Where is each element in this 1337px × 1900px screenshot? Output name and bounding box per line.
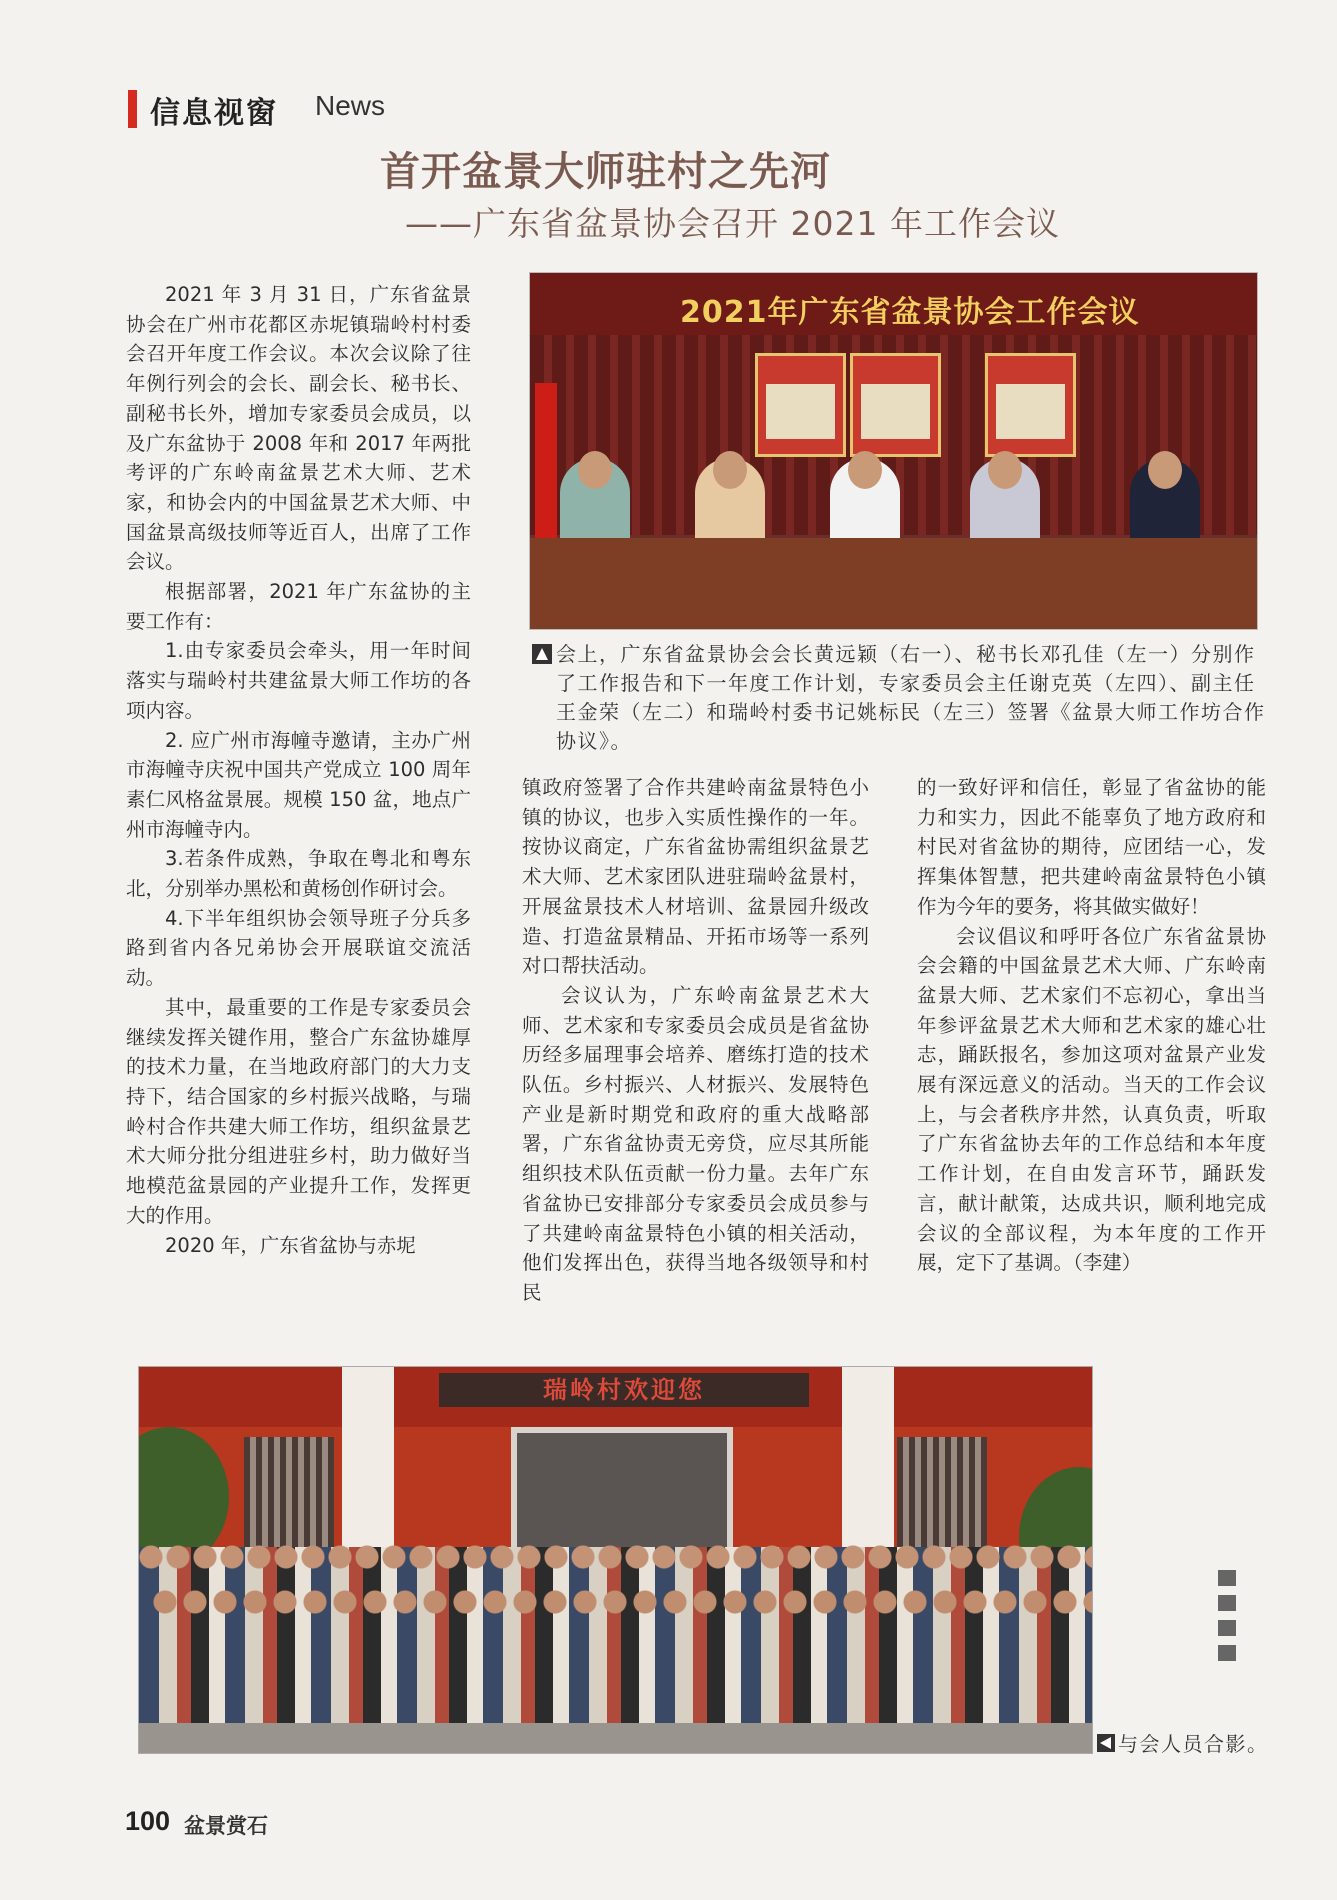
banner-text: 2021年广东省盆景协会工作会议 [680, 295, 1140, 330]
caption-triangle-icon [532, 644, 552, 664]
paragraph: 会议倡议和呼吁各位广东省盆景协会会籍的中国盆景艺术大师、广东岭南盆景大师、艺术家们不忘初心，拿出当年参评盆景艺术大师和艺术家的雄心壮志，踊跃报名，参加这项对盆景产业发展有深远意义的活动。当天的工作会议上，与会者秩序井然，认真负责，听取了广东省盆协去年的工作总结和本年度工作计划，在自由发言环节，踊跃发言，献计献策，达成共识，顺利地完成会议的全部议程，为本年度的工作开展，定下了基调。（李建） [917, 924, 1266, 1275]
article-title: 首开盆景大师驻村之先河 [380, 149, 831, 195]
person-head [578, 451, 612, 489]
wall-board [985, 353, 1076, 457]
text-column-1 [126, 280, 471, 1260]
ground [139, 1723, 1092, 1753]
paragraph: 根据部署，2021 年广东盆协的主要工作有： [126, 580, 471, 633]
person-head [1148, 451, 1182, 489]
party-emblem-board [850, 353, 941, 457]
caption-triangle-icon [1097, 1734, 1115, 1752]
photo-caption: 会上，广东省盆景协会会长黄远颖（右一）、秘书长邓孔佳（左一）分别作了工作报告和下一年度工作计划，专家委员会主任谢克英（左四）、副主任王金荣（左二）和瑞岭村委书记姚标民（左三）签署《盆景大师工作坊合作协议》。 [556, 642, 1266, 753]
paragraph: 2021 年 3 月 31 日，广东省盆景协会在广州市花都区赤坭镇瑞岭村村委会召开年度工作会议。本次会议除了往年例行列会的会长、副会长、秘书长、副秘书长外，增加专家委员会成员，以及广东盆协于 2008 年和 2017 年两批考评的广东岭南盆景艺术大师、艺术家，和协会内的中国盆景艺术大师、中国盆景高级技师等近百人，出席了工作会议。 [126, 283, 471, 574]
person-head [713, 451, 747, 489]
crowd-heads [139, 1537, 1092, 1577]
section-title: 信息视窗 [150, 96, 278, 131]
section-marker [128, 90, 137, 128]
crowd-heads [153, 1582, 1093, 1622]
wall-board [755, 353, 846, 457]
paragraph: 3.若条件成熟，争取在粤北和粤东北，分别举办黑松和黄杨创作研讨会。 [126, 847, 471, 901]
paragraph: 4.下半年组织协会领导班子分兵多路到省内各兄弟协会开展联谊交流活动。 [126, 906, 471, 990]
side-mark [1218, 1645, 1236, 1661]
side-mark [1218, 1620, 1236, 1636]
section-title-en: News [315, 90, 386, 121]
side-mark [1218, 1595, 1236, 1611]
paragraph: 2. 应广州市海幢寺邀请，主办广州市海幢寺庆祝中国共产党成立 100 周年素仁风格盆景展。规模 150 盆，地点广州市海幢寺内。 [126, 728, 471, 841]
group-photo-caption: 与会人员合影。 [1118, 1732, 1269, 1756]
side-marks [1218, 1570, 1240, 1670]
page-number: 100 [125, 1806, 171, 1836]
person-head [988, 451, 1022, 489]
paragraph: 的一致好评和信任，彰显了省盆协的能力和实力，因此不能辜负了地方政府和村民对省盆协的期待，应团结一心，发挥集体智慧，把共建岭南盆景特色小镇作为今年的要务，将其做实做好！ [917, 776, 1266, 918]
article-subtitle: ——广东省盆景协会召开 2021 年工作会议 [405, 204, 1060, 243]
paragraph: 2020 年，广东省盆协与赤坭 [165, 1233, 416, 1257]
welcome-sign: 瑞岭村欢迎您 [439, 1373, 809, 1407]
meeting-photo [529, 272, 1258, 630]
meeting-table [530, 538, 1257, 629]
text-column-2 [522, 773, 869, 1308]
paragraph: 镇政府签署了合作共建岭南盆景特色小镇的协议，也步入实质性操作的一年。按协议商定，广东省盆协需组织盆景艺术大师、艺术家团队进驻瑞岭盆景村，开展盆景技术人材培训、盆景园升级改造、打造盆景精品、开拓市场等一系列对口帮扶活动。 [522, 776, 869, 978]
magazine-name: 盆景赏石 [184, 1814, 268, 1838]
paragraph: 会议认为，广东岭南盆景艺术大师、艺术家和专家委员会成员是省盆协历经多届理事会培养、磨练打造的技术队伍。乡村振兴、人材振兴、发展特色产业是新时期党和政府的重大战略部署，广东省盆协责无旁贷，应尽其所能组织技术队伍贡献一份力量。去年广东省盆协已安排部分专家委员会成员参与了共建岭南盆景特色小镇的相关活动，他们发挥出色，获得当地各级领导和村民 [522, 983, 869, 1304]
text-column-3 [917, 773, 1266, 1278]
meeting-banner [530, 273, 1257, 335]
paragraph: 1.由专家委员会牵头，用一年时间落实与瑞岭村共建盆景大师工作坊的各项内容。 [126, 639, 471, 722]
person-head [848, 451, 882, 489]
paragraph: 其中，最重要的工作是专家委员会继续发挥关键作用，整合广东盆协雄厚的技术力量，在当地政府部门的大力支持下，结合国家的乡村振兴战略，与瑞岭村合作共建大师工作坊，组织盆景艺术大师分批分组进驻乡村，助力做好当地模范盆景园的产业提升工作，发挥更大的作用。 [126, 995, 471, 1227]
group-photo [138, 1366, 1093, 1754]
side-mark [1218, 1570, 1236, 1586]
